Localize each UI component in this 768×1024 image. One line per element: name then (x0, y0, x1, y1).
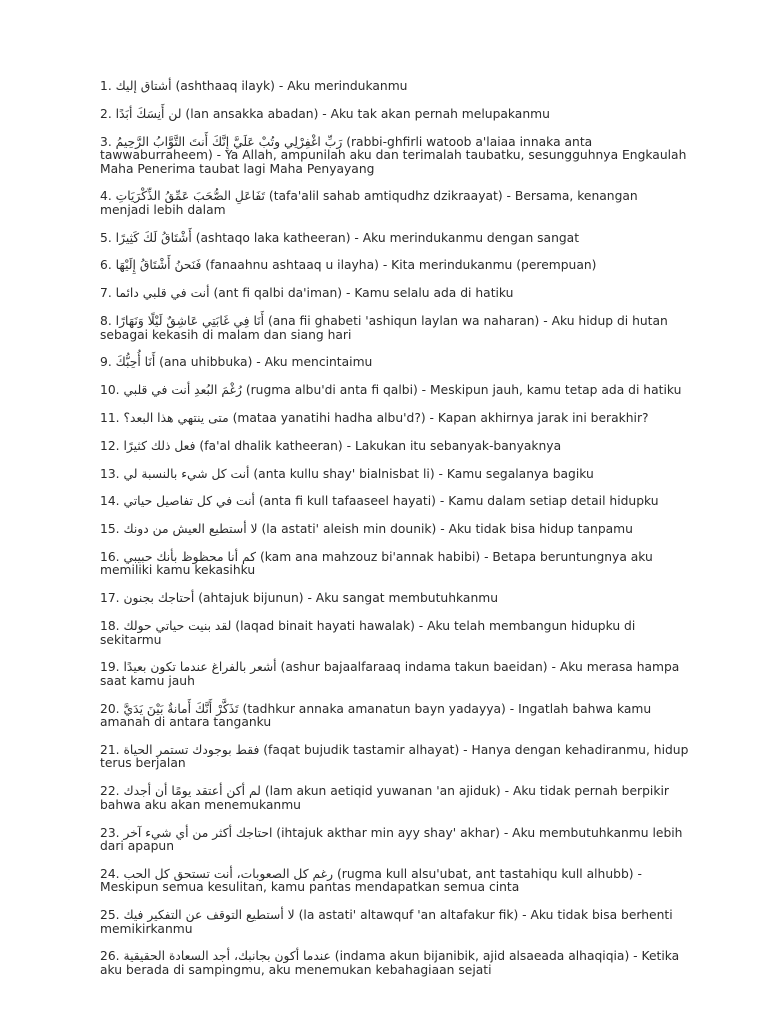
list-item (100, 468, 690, 482)
arabic-phrase: عندما أكون بجانبك، أجد السعادة الحقيقية (123, 949, 331, 964)
list-item (100, 950, 690, 977)
transliteration-and-meaning: (rugma albu'di anta fi qalbi) - Meskipun jauh, kamu tetap ada di hatiku (245, 383, 682, 398)
item-number: 14. (100, 494, 120, 509)
transliteration-and-meaning: (rabbi-ghfirli watoob a'laiaa innaka anta tawwaburraheem) - Ya Allah, ampunilah aku dan terimalah taubatku, sesungguhnya Engkaulah Maha Penerima taubat lagi Maha Penyayang (100, 134, 687, 176)
item-number: 3. (100, 134, 112, 149)
arabic-phrase: رغم كل الصعوبات، أنت تستحق كل الحب (123, 866, 334, 881)
arabic-phrase: لا أستطيع العيش من دونك (123, 522, 258, 537)
item-number: 22. (100, 784, 120, 799)
item-number: 4. (100, 189, 112, 204)
item-number: 17. (100, 591, 120, 606)
arabic-phrase: لن أَنِسَكَ أبَدًا (115, 106, 182, 121)
transliteration-and-meaning: (ihtajuk akthar min ayy shay' akhar) - Aku membutuhkanmu lebih dari apapun (100, 825, 683, 854)
arabic-phrase: لقد بنيت حياتي حولك (123, 619, 232, 634)
item-number: 25. (100, 908, 120, 923)
item-number: 18. (100, 619, 120, 634)
arabic-phrase: أنت في كل تفاصيل حياتي (123, 494, 255, 509)
list-item (100, 440, 690, 454)
list-item (100, 909, 690, 936)
transliteration-and-meaning: (rugma kull alsu'ubat, ant tastahiqu kull alhubb) - Meskipun semua kesulitan, kamu pantas mendapatkan semua cinta (100, 866, 642, 895)
arabic-phrase: متى ينتهي هذا البعد؟ (123, 410, 229, 425)
item-number: 5. (100, 230, 112, 245)
transliteration-and-meaning: (anta kullu shay' bialnisbat li) - Kamu segalanya bagiku (253, 466, 594, 481)
list-item (100, 868, 690, 895)
transliteration-and-meaning: (anta fi kull tafaaseel hayati) - Kamu dalam setiap detail hidupku (258, 494, 659, 509)
list-item (100, 412, 690, 426)
item-number: 16. (100, 549, 120, 564)
arabic-phrase: تَذَكَّرْ أَنَّكَ أَمانةٌ بَيْنَ يَدَيَّ (123, 701, 239, 716)
transliteration-and-meaning: (ashtaqo laka katheeran) - Aku merindukanmu dengan sangat (195, 230, 580, 245)
transliteration-and-meaning: (fa'al dhalik katheeran) - Lakukan itu sebanyak-banyaknya (199, 438, 562, 453)
item-number: 11. (100, 410, 120, 425)
item-number: 24. (100, 866, 120, 881)
item-number: 26. (100, 949, 120, 964)
transliteration-and-meaning: (lam akun aetiqid yuwanan 'an ajiduk) - Aku tidak pernah berpikir bahwa aku akan menemukanmu (100, 784, 669, 812)
list-item (100, 287, 690, 301)
item-number: 2. (100, 106, 112, 121)
arabic-phrase: أَنَا فِي غَابَتِي عَاشِقٌ لَيْلًا وَنَهَارًا (115, 314, 265, 329)
transliteration-and-meaning: (ashur bajaalfaraaq indama takun baeidan) - Aku merasa hampa saat kamu jauh (100, 660, 680, 688)
list-item (100, 827, 690, 854)
arabic-phrase: فعل ذلك كثيرًا (123, 438, 196, 453)
transliteration-and-meaning: (kam ana mahzouz bi'annak habibi) - Betapa beruntungnya aku memiliki kamu kekasihku (100, 549, 653, 578)
arabic-phrase: رَبِّ اغْفِرْلِي وتُبْ عَلَيَّ إِنَّكَ أَنتَ التَّوَّابُ الرَّحِيمُ (115, 134, 343, 149)
list-item (100, 315, 690, 342)
list-item (100, 384, 690, 398)
list-item (100, 495, 690, 509)
list-item (100, 703, 690, 730)
arabic-phrase: فقط بوجودك تستمر الحياة (123, 742, 260, 757)
transliteration-and-meaning: (la astati' aleish min dounik) - Aku tidak bisa hidup tanpamu (261, 522, 633, 537)
list-item (100, 259, 690, 273)
arabic-phrase: أشعر بالفراغ عندما تكون بعيدًا (123, 660, 277, 675)
arabic-phrase: رُغْمَ البُعدِ أنت في قلبي (123, 383, 242, 398)
arabic-phrase: أَشْتَاقُ لَكَ كَثِيرًا (115, 230, 192, 245)
list-item (100, 523, 690, 537)
transliteration-and-meaning: (ana fii ghabeti 'ashiqun laylan wa naharan) - Aku hidup di hutan sebagai kekasih di malam dan siang hari (100, 314, 668, 342)
arabic-phrase: فَنَحنُ أَشْتَاقُ إِلَيْهَا (115, 258, 202, 273)
item-number: 6. (100, 258, 112, 273)
item-number: 9. (100, 355, 112, 370)
arabic-phrase: احتاجك أكثر من أي شيء آخر (123, 825, 273, 840)
transliteration-and-meaning: (ana uhibbuka) - Aku mencintaimu (159, 355, 373, 370)
transliteration-and-meaning: (laqad binait hayati hawalak) - Aku telah membangun hidupku di sekitarmu (100, 619, 636, 647)
list-item (100, 592, 690, 606)
transliteration-and-meaning: (indama akun bijanibik, ajid alsaeada alhaqiqia) - Ketika aku berada di sampingmu, aku menemukan kebahagiaan sejati (100, 949, 680, 977)
list-item (100, 620, 690, 647)
list-item (100, 785, 690, 812)
arabic-phrase: لم أكن أعتقد يومًا أن أجدك (123, 784, 261, 799)
transliteration-and-meaning: (tadhkur annaka amanatun bayn yadayya) - Ingatlah bahwa kamu amanah di antara tanganku (100, 701, 652, 730)
list-item (100, 108, 690, 122)
list-item (100, 136, 690, 177)
transliteration-and-meaning: (ashthaaq ilayk) - Aku merindukanmu (175, 79, 408, 93)
transliteration-and-meaning: (la astati' altawquf 'an altafakur fik) - Aku tidak bisa berhenti memikirkanmu (100, 908, 673, 936)
arabic-phrase: أحتاجك بجنون (123, 591, 195, 606)
list-item (100, 551, 690, 578)
item-number: 15. (100, 522, 120, 537)
item-number: 8. (100, 314, 112, 329)
list-item (100, 356, 690, 370)
arabic-phrase: تَفَاعَلِ الصُّحَبَ عَمِّقُ الذِّكْرَيَاتِ (115, 189, 265, 204)
arabic-phrase: أنت كل شيء بالنسبة لي (123, 466, 250, 481)
transliteration-and-meaning: (tafa'alil sahab amtiqudhz dzikraayat) - Bersama, kenangan menjadi lebih dalam (100, 189, 638, 217)
item-number: 13. (100, 466, 120, 481)
arabic-phrase: أنت في قلبي دائما (115, 286, 210, 301)
list-item (100, 232, 690, 246)
arabic-phrase: لا أستطيع التوقف عن التفكير فيك (123, 908, 295, 923)
transliteration-and-meaning: (mataa yanatihi hadha albu'd?) - Kapan akhirnya jarak ini berakhir? (232, 410, 649, 425)
list-item (100, 80, 690, 94)
item-number: 23. (100, 825, 120, 840)
transliteration-and-meaning: (faqat bujudik tastamir alhayat) - Hanya dengan kehadiranmu, hidup terus berjalan (100, 742, 689, 771)
arabic-phrase: أشتاق إليك (115, 79, 172, 93)
arabic-phrase: كم أنا محظوظ بأنك حبيبي (123, 549, 257, 564)
transliteration-and-meaning: (ant fi qalbi da'iman) - Kamu selalu ada di hatiku (213, 286, 514, 301)
item-number: 20. (100, 701, 120, 716)
item-number: 10. (100, 383, 120, 398)
transliteration-and-meaning: (fanaahnu ashtaaq u ilayha) - Kita merindukanmu (perempuan) (205, 258, 597, 273)
item-number: 12. (100, 438, 120, 453)
item-number: 19. (100, 660, 120, 675)
list-item (100, 661, 690, 688)
document-page (100, 80, 690, 992)
list-item (100, 744, 690, 771)
item-number: 21. (100, 742, 120, 757)
item-number: 7. (100, 286, 112, 301)
transliteration-and-meaning: (lan ansakka abadan) - Aku tak akan pernah melupakanmu (185, 106, 550, 121)
transliteration-and-meaning: (ahtajuk bijunun) - Aku sangat membutuhkanmu (198, 591, 499, 606)
list-item (100, 190, 690, 217)
item-number: 1. (100, 79, 112, 93)
arabic-phrase: أَنَا أُحِبُّكَ (115, 355, 156, 370)
